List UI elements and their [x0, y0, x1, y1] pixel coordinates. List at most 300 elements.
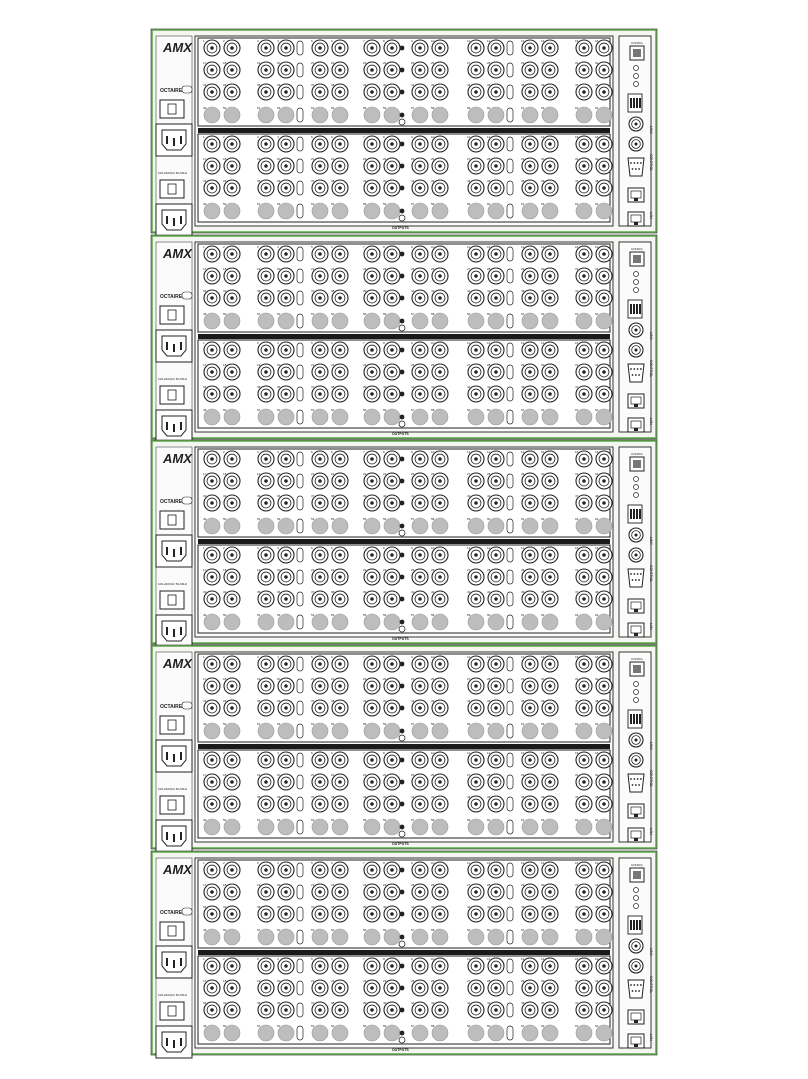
bnc-connector-blank: [542, 1025, 558, 1041]
bnc-connector-blank: [522, 313, 538, 329]
port-number-label: 23: [363, 61, 367, 65]
bnc-connector-pin: [284, 706, 288, 710]
port-number-label: 35: [257, 289, 261, 293]
bnc-connector-blank: [576, 107, 592, 123]
lan-rj45-jack: [631, 831, 641, 838]
port-number-label: 23: [363, 472, 367, 476]
port-number-label: 48: [595, 83, 599, 87]
bnc-connector-pin: [210, 802, 214, 806]
port-number-label: 58: [431, 106, 435, 110]
bnc-connector-pin: [230, 142, 234, 146]
bnc-connector-blank: [384, 723, 400, 739]
bnc-connector-pin: [474, 186, 478, 190]
port-number-label: 35: [257, 494, 261, 498]
port-number-label: 22: [331, 677, 335, 681]
bnc-connector-pin: [602, 370, 606, 374]
lan-rj45-latch: [634, 633, 638, 636]
port-number-label: 24: [383, 568, 387, 572]
port-number-label: 17: [203, 883, 207, 887]
port-number-label: 21: [311, 363, 315, 367]
port-number-label: 44: [487, 590, 491, 594]
bnc-connector-pin: [438, 296, 442, 300]
port-number-label: 7: [363, 861, 365, 865]
port-number-label: 16: [595, 341, 599, 345]
indicator-dot: [400, 986, 405, 991]
link-bnc-pin: [634, 122, 637, 125]
port-number-label: 61: [521, 928, 525, 932]
port-number-label: 29: [521, 267, 525, 271]
config-label: CONFIG: [631, 657, 643, 661]
port-number-label: 5: [311, 341, 313, 345]
port-number-label: 60: [487, 1024, 491, 1028]
port-number-label: 44: [487, 83, 491, 87]
bnc-connector-pin: [230, 964, 234, 968]
port-number-label: 12: [487, 655, 491, 659]
power-pin: [173, 344, 175, 352]
bnc-connector-pin: [474, 758, 478, 762]
slot-marker: [507, 570, 513, 584]
bnc-connector-blank: [596, 409, 612, 425]
bnc-connector-pin: [418, 597, 422, 601]
port-number-label: 25: [411, 363, 415, 367]
port-number-label: 39: [363, 905, 367, 909]
port-number-label: 48: [595, 1001, 599, 1005]
bnc-connector-pin: [230, 348, 234, 352]
bnc-connector-pin: [318, 1008, 322, 1012]
bnc-connector-pin: [318, 457, 322, 461]
bnc-connector-pin: [582, 46, 586, 50]
bnc-connector-blank: [596, 1025, 612, 1041]
bnc-connector-pin: [284, 868, 288, 872]
bnc-connector-pin: [230, 986, 234, 990]
bnc-connector-pin: [528, 479, 532, 483]
bnc-connector-blank: [204, 409, 220, 425]
bnc-connector-blank: [596, 723, 612, 739]
led-indicator: [399, 941, 405, 947]
bnc-connector-pin: [390, 274, 394, 278]
bnc-connector-pin: [390, 142, 394, 146]
bnc-connector-pin: [210, 370, 214, 374]
bnc-connector-blank: [522, 614, 538, 630]
port-number-label: 1: [203, 245, 205, 249]
port-number-label: 55: [363, 722, 367, 726]
bnc-connector-pin: [370, 186, 374, 190]
power-pin: [166, 547, 168, 555]
indicator-dot: [400, 68, 405, 73]
port-number-label: 58: [431, 312, 435, 316]
port-number-label: 16: [595, 751, 599, 755]
slot-marker: [507, 775, 513, 789]
port-number-label: 45: [521, 795, 525, 799]
port-number-label: 2: [223, 861, 225, 865]
slot-marker: [297, 724, 303, 738]
port-number-label: 36: [277, 289, 281, 293]
port-number-label: 51: [257, 408, 261, 412]
bnc-connector-pin: [230, 186, 234, 190]
lan-rj45-latch: [634, 609, 638, 612]
rear-panel-vertical-label: LAN: [649, 623, 653, 630]
bnc-connector-blank: [312, 409, 328, 425]
lan-rj45-latch: [634, 428, 638, 431]
power-switch-rocker: [168, 104, 176, 114]
bnc-connector-pin: [494, 186, 498, 190]
bnc-connector-pin: [390, 392, 394, 396]
port-number-label: 27: [467, 61, 471, 65]
bnc-connector-blank: [332, 819, 348, 835]
bnc-connector-pin: [494, 986, 498, 990]
bnc-connector-pin: [582, 164, 586, 168]
port-number-label: 10: [431, 655, 435, 659]
config-port-inner: [633, 460, 641, 468]
port-number-label: 24: [383, 883, 387, 887]
port-number-label: 12: [487, 245, 491, 249]
port-number-label: 43: [467, 385, 471, 389]
port-number-label: 23: [363, 363, 367, 367]
bnc-connector-pin: [474, 1008, 478, 1012]
bnc-connector-pin: [210, 142, 214, 146]
indicator-dot: [400, 1031, 405, 1036]
bnc-connector-blank: [224, 614, 240, 630]
port-number-label: 44: [487, 795, 491, 799]
bnc-connector-pin: [528, 186, 532, 190]
port-number-label: 63: [575, 928, 579, 932]
slot-marker: [297, 496, 303, 510]
bnc-connector-pin: [548, 142, 552, 146]
bnc-connector-pin: [474, 662, 478, 666]
port-number-label: 37: [311, 83, 315, 87]
bnc-connector-blank: [432, 313, 448, 329]
bnc-connector-blank: [278, 107, 294, 123]
bnc-connector-pin: [264, 706, 268, 710]
bnc-connector-pin: [418, 68, 422, 72]
port-number-label: 42: [431, 590, 435, 594]
port-number-label: 7: [363, 245, 365, 249]
slot-marker: [507, 615, 513, 629]
bnc-connector-pin: [438, 252, 442, 256]
port-number-label: 62: [541, 202, 545, 206]
port-number-label: 10: [431, 39, 435, 43]
bnc-connector-blank: [576, 929, 592, 945]
bnc-connector-pin: [264, 780, 268, 784]
bnc-connector-pin: [582, 142, 586, 146]
port-number-label: 35: [257, 179, 261, 183]
led-indicator: [399, 325, 405, 331]
bnc-connector-pin: [210, 912, 214, 916]
bnc-connector-pin: [494, 780, 498, 784]
bnc-connector-pin: [548, 780, 552, 784]
bnc-connector-pin: [338, 68, 342, 72]
bnc-connector-pin: [264, 296, 268, 300]
bnc-connector-pin: [582, 392, 586, 396]
bnc-connector-blank: [542, 107, 558, 123]
port-number-label: 48: [595, 590, 599, 594]
bnc-connector-blank: [412, 409, 428, 425]
lan-rj45-jack: [631, 1037, 641, 1044]
bnc-connector-pin: [418, 370, 422, 374]
status-led: [634, 280, 639, 285]
db9-pin: [638, 784, 640, 786]
port-number-label: 2: [223, 751, 225, 755]
bnc-connector-pin: [390, 597, 394, 601]
enclosure-4: [151, 645, 657, 852]
bnc-connector-pin: [230, 597, 234, 601]
bnc-connector-pin: [390, 457, 394, 461]
db9-pin: [637, 573, 639, 575]
slot-marker: [297, 657, 303, 671]
db9-pin: [630, 984, 632, 986]
bnc-connector-pin: [338, 758, 342, 762]
port-number-label: 23: [363, 267, 367, 271]
config-label: CONFIG: [631, 863, 643, 867]
bnc-connector-pin: [418, 706, 422, 710]
port-number-label: 9: [411, 546, 413, 550]
bnc-connector-blank: [278, 723, 294, 739]
bnc-connector-blank: [384, 203, 400, 219]
port-number-label: 64: [595, 202, 599, 206]
bnc-connector-pin: [418, 1008, 422, 1012]
port-number-label: 47: [575, 699, 579, 703]
indicator-dot: [400, 90, 405, 95]
port-number-label: 30: [541, 61, 545, 65]
power-switch-rocker: [168, 184, 176, 194]
port-number-label: 31: [575, 363, 579, 367]
bnc-connector-pin: [338, 457, 342, 461]
port-number-label: 42: [431, 699, 435, 703]
port-number-label: 45: [521, 385, 525, 389]
bnc-connector-pin: [338, 662, 342, 666]
bnc-connector-pin: [494, 662, 498, 666]
bnc-connector-pin: [582, 479, 586, 483]
bnc-connector-pin: [284, 370, 288, 374]
port-number-label: 50: [223, 408, 227, 412]
port-number-label: 46: [541, 494, 545, 498]
indicator-dot: [400, 620, 405, 625]
lan-rj45-jack: [631, 397, 641, 404]
bnc-connector-pin: [494, 348, 498, 352]
port-number-label: 30: [541, 979, 545, 983]
bnc-connector-pin: [438, 274, 442, 278]
port-number-label: 12: [487, 751, 491, 755]
port-number-label: 52: [277, 928, 281, 932]
db9-pin: [637, 162, 639, 164]
port-number-label: 11: [467, 450, 471, 454]
bnc-connector-blank: [468, 203, 484, 219]
bnc-connector-pin: [230, 479, 234, 483]
status-led: [634, 682, 639, 687]
port-number-label: 8: [383, 135, 385, 139]
bnc-connector-pin: [548, 186, 552, 190]
bnc-connector-pin: [602, 186, 606, 190]
power-pin: [173, 424, 175, 432]
config-port-inner: [633, 665, 641, 673]
bnc-connector-pin: [494, 501, 498, 505]
bnc-connector-pin: [264, 479, 268, 483]
slot-marker: [507, 863, 513, 877]
port-number-label: 39: [363, 179, 367, 183]
bnc-connector-pin: [210, 575, 214, 579]
bnc-connector-pin: [318, 392, 322, 396]
card-divider-bar: [198, 950, 610, 955]
power-pin: [173, 138, 175, 146]
bnc-connector-pin: [418, 186, 422, 190]
bnc-connector-pin: [318, 68, 322, 72]
indicator-dot: [400, 729, 405, 734]
bnc-connector-pin: [284, 186, 288, 190]
bnc-connector-pin: [528, 252, 532, 256]
port-number-label: 20: [277, 61, 281, 65]
port-number-label: 58: [431, 613, 435, 617]
port-number-label: 18: [223, 677, 227, 681]
port-number-label: 5: [311, 655, 313, 659]
bnc-connector-blank: [522, 203, 538, 219]
bnc-connector-blank: [522, 723, 538, 739]
indicator-dot: [400, 802, 405, 807]
port-number-label: 3: [257, 245, 259, 249]
led-indicator: [399, 735, 405, 741]
rear-panel-vertical-label: CONTROL: [649, 976, 653, 994]
db9-pin: [633, 368, 635, 370]
port-number-label: 30: [541, 472, 545, 476]
port-number-label: 29: [521, 677, 525, 681]
bnc-connector-blank: [384, 409, 400, 425]
port-number-label: 17: [203, 568, 207, 572]
terminal-pin: [633, 509, 635, 519]
bnc-connector-pin: [338, 252, 342, 256]
port-number-label: 19: [257, 883, 261, 887]
port-number-label: 35: [257, 590, 261, 594]
bnc-connector-pin: [210, 890, 214, 894]
bnc-connector-blank: [312, 723, 328, 739]
port-number-label: 43: [467, 494, 471, 498]
bnc-connector-pin: [284, 479, 288, 483]
port-number-label: 54: [331, 928, 335, 932]
port-number-label: 32: [595, 979, 599, 983]
port-number-label: 35: [257, 83, 261, 87]
bnc-connector-pin: [528, 164, 532, 168]
port-number-label: 63: [575, 722, 579, 726]
bnc-connector-blank: [412, 313, 428, 329]
bnc-connector-pin: [548, 274, 552, 278]
slot-marker: [507, 679, 513, 693]
port-number-label: 63: [575, 312, 579, 316]
bnc-connector-pin: [418, 684, 422, 688]
bnc-connector-pin: [370, 46, 374, 50]
port-number-label: 13: [521, 341, 525, 345]
bnc-connector-pin: [548, 868, 552, 872]
port-number-label: 57: [411, 613, 415, 617]
port-number-label: 38: [331, 699, 335, 703]
port-number-label: 26: [431, 363, 435, 367]
port-number-label: 46: [541, 179, 545, 183]
config-label: CONFIG: [631, 247, 643, 251]
port-number-label: 55: [363, 106, 367, 110]
port-number-label: 8: [383, 861, 385, 865]
port-number-label: 43: [467, 83, 471, 87]
bnc-connector-pin: [528, 706, 532, 710]
port-number-label: 16: [595, 861, 599, 865]
bnc-connector-pin: [548, 986, 552, 990]
indicator-dot: [400, 662, 405, 667]
bnc-connector-blank: [332, 409, 348, 425]
port-number-label: 50: [223, 106, 227, 110]
port-number-label: 14: [541, 450, 545, 454]
bnc-connector-pin: [602, 68, 606, 72]
led-indicator: [399, 626, 405, 632]
port-number-label: 28: [487, 157, 491, 161]
port-number-label: 31: [575, 157, 579, 161]
bnc-connector-blank: [258, 614, 274, 630]
lan-rj45-jack: [631, 191, 641, 198]
bnc-connector-pin: [528, 597, 532, 601]
port-number-label: 2: [223, 546, 225, 550]
port-number-label: 62: [541, 106, 545, 110]
bnc-connector-pin: [582, 890, 586, 894]
indicator-dot: [400, 113, 405, 118]
lan-rj45-jack: [631, 626, 641, 633]
bnc-connector-pin: [230, 370, 234, 374]
bnc-connector-pin: [230, 1008, 234, 1012]
bnc-connector-pin: [494, 392, 498, 396]
port-number-label: 53: [311, 202, 315, 206]
port-number-label: 30: [541, 883, 545, 887]
port-number-label: 51: [257, 613, 261, 617]
port-number-label: 24: [383, 267, 387, 271]
port-number-label: 15: [575, 135, 579, 139]
bnc-connector-blank: [542, 614, 558, 630]
port-number-label: 39: [363, 795, 367, 799]
bnc-connector-pin: [338, 706, 342, 710]
bnc-connector-blank: [542, 313, 558, 329]
bnc-connector-pin: [438, 868, 442, 872]
bnc-connector-pin: [438, 370, 442, 374]
bnc-connector-pin: [264, 164, 268, 168]
model-name: OCTAIRE: [160, 88, 183, 94]
port-number-label: 44: [487, 699, 491, 703]
bnc-connector-pin: [210, 479, 214, 483]
bnc-connector-pin: [264, 662, 268, 666]
status-led: [634, 74, 639, 79]
power-switch-rocker: [168, 515, 176, 525]
bnc-connector-pin: [494, 296, 498, 300]
slot-marker: [297, 615, 303, 629]
port-number-label: 38: [331, 494, 335, 498]
bnc-connector-pin: [284, 68, 288, 72]
port-number-label: 33: [203, 179, 207, 183]
port-number-label: 36: [277, 795, 281, 799]
port-number-label: 42: [431, 179, 435, 183]
port-number-label: 8: [383, 450, 385, 454]
port-number-label: 60: [487, 408, 491, 412]
bnc-connector-blank: [522, 409, 538, 425]
bnc-connector-pin: [548, 68, 552, 72]
port-number-label: 33: [203, 905, 207, 909]
bnc-connector-pin: [338, 868, 342, 872]
port-number-label: 29: [521, 363, 525, 367]
bnc-connector-blank: [258, 723, 274, 739]
port-number-label: 56: [383, 1024, 387, 1028]
bnc-connector-pin: [438, 501, 442, 505]
port-number-label: 58: [431, 408, 435, 412]
port-number-label: 19: [257, 157, 261, 161]
port-number-label: 53: [311, 106, 315, 110]
port-number-label: 38: [331, 289, 335, 293]
bnc-connector-pin: [230, 575, 234, 579]
port-number-label: 4: [277, 546, 279, 550]
slot-marker: [507, 365, 513, 379]
port-number-label: 13: [521, 39, 525, 43]
port-number-label: 44: [487, 494, 491, 498]
port-number-label: 18: [223, 979, 227, 983]
